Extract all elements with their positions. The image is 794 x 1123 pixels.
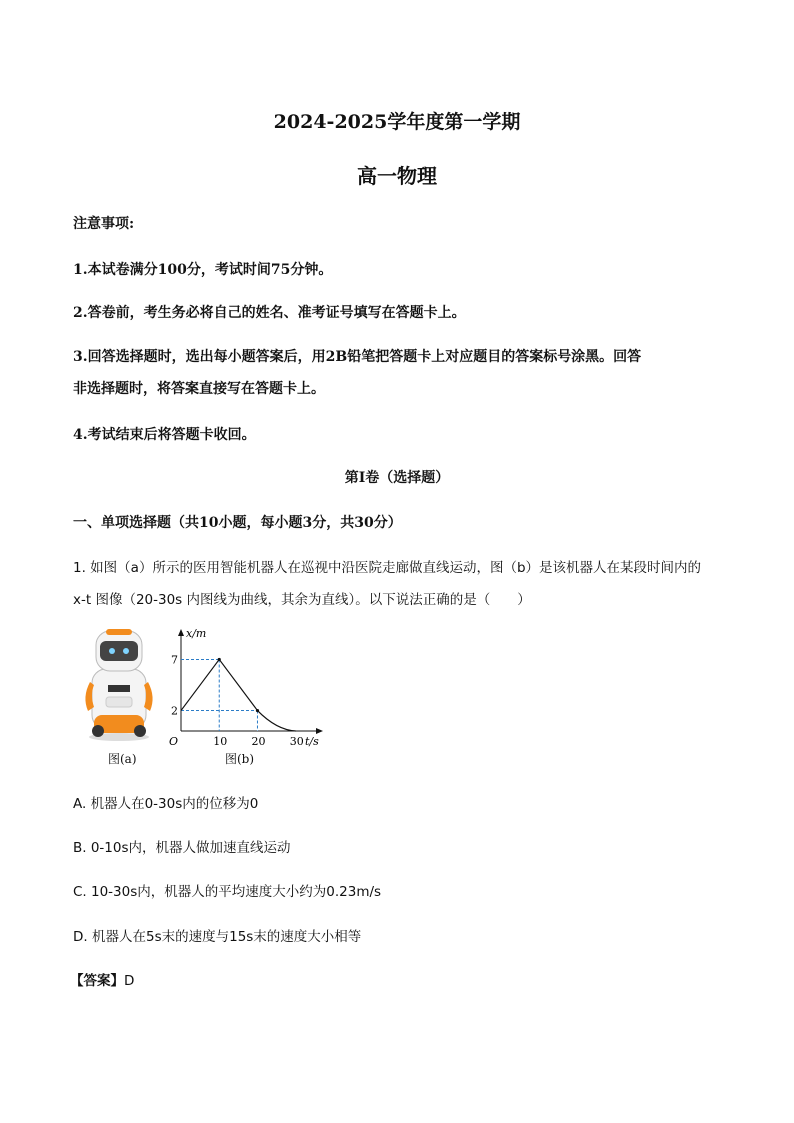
caption-a: 图(a): [108, 752, 137, 766]
y-axis-arrow: [178, 629, 184, 636]
note-item-1: 1.本试卷满分100分，考试时间75分钟。: [73, 262, 333, 278]
x-tick-label: 20: [251, 735, 266, 748]
segment-10-20s: [219, 659, 257, 710]
note-item-3: 3.回答选择题时，选出每小题答案后，用2B铅笔把答题卡上对应题目的答案标号涂黑。回答: [73, 349, 642, 365]
x-tick-label: 10: [213, 735, 228, 748]
notes-heading: 注意事项:: [73, 216, 135, 232]
answer-line: [70, 969, 134, 989]
exam-title: 2024-2025学年度第一学期: [273, 111, 521, 133]
question-1-stem-line-2: x-t 图像（20-30s 内图线为曲线，其余为直线）。以下说法正确的是（ ）: [73, 592, 531, 608]
exam-subject: 高一物理: [357, 164, 437, 188]
option-d: D. 机器人在5s末的速度与15s末的速度大小相等: [73, 929, 362, 945]
note-item-4: 4.考试结束后将答题卡收回。: [73, 427, 256, 443]
x-axis-arrow: [316, 728, 323, 734]
x-axis-label: t/s: [305, 735, 319, 748]
xt-graph: [165, 625, 325, 755]
question-1-stem-line-1: 1. 如图（a）所示的医用智能机器人在巡视中沿医院走廊做直线运动，图（b）是该机器人在某段时间内的: [73, 560, 702, 576]
caption-b: 图(b): [225, 752, 255, 766]
data-point: [256, 709, 259, 712]
part-title: 第I卷（选择题）: [344, 470, 450, 486]
robot-illustration: [82, 627, 157, 742]
y-tick-label: 2: [171, 704, 178, 718]
y-axis-label: x/m: [186, 627, 207, 640]
curve-20-30s: [257, 711, 295, 731]
answer-value: D: [124, 973, 135, 989]
segment-0-10s: [181, 659, 219, 710]
y-tick-label: 7: [171, 653, 178, 667]
option-a: A. 机器人在0-30s内的位移为0: [73, 796, 259, 812]
note-item-3-cont: 非选择题时，将答案直接写在答题卡上。: [73, 381, 325, 397]
answer-label: 【答案】: [70, 973, 124, 989]
note-item-2: 2.答卷前，考生务必将自己的姓名、准考证号填写在答题卡上。: [73, 305, 466, 321]
x-tick-label: 30: [289, 735, 304, 748]
data-point: [218, 658, 221, 661]
option-b: B. 0-10s内，机器人做加速直线运动: [73, 840, 291, 856]
option-c: C. 10-30s内，机器人的平均速度大小约为0.23m/s: [73, 884, 382, 900]
origin-label: O: [169, 735, 179, 748]
question-1-figure: [80, 625, 330, 770]
section-title: 一、单项选择题（共10小题，每小题3分，共30分）: [73, 515, 402, 531]
